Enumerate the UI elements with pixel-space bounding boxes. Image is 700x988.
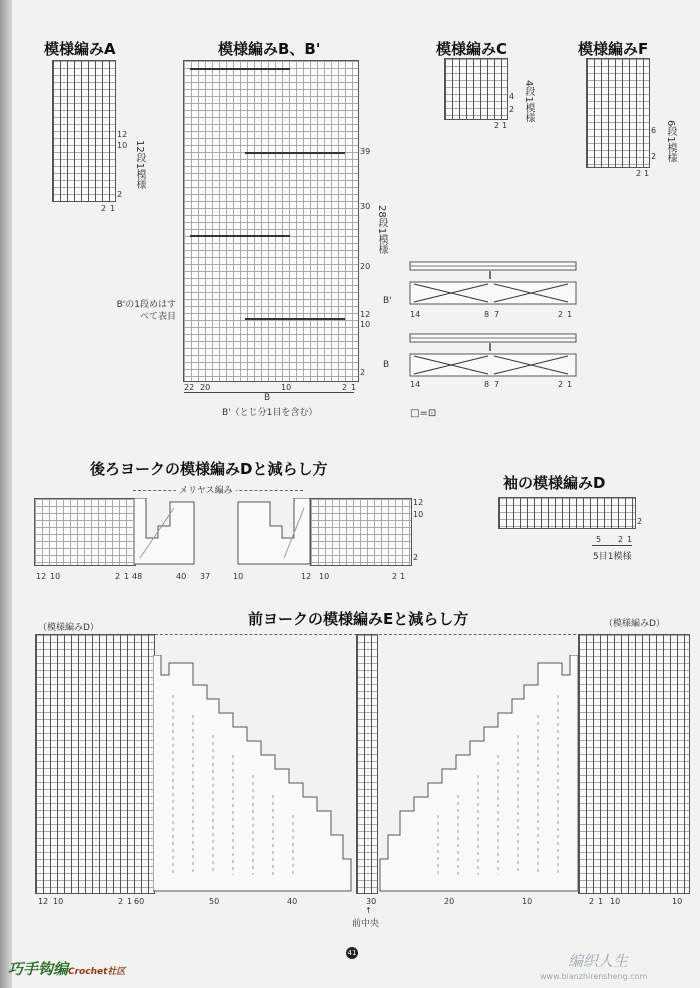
chart-a-stitch-2: 2: [101, 204, 107, 213]
back-yoke-stitch-12b: 12: [301, 572, 312, 581]
sleeve-row-2: 2: [637, 517, 643, 526]
chart-b-row-39: 39: [360, 147, 371, 156]
chart-a-stitch-1: 1: [110, 204, 116, 213]
cable-equals-1: ‖: [488, 270, 492, 279]
chart-f-row-2: 2: [651, 152, 657, 161]
chart-f-stitch-1: 1: [644, 169, 650, 178]
cable-2-stitch-7: 7: [494, 380, 500, 389]
chart-a-row-2: 2: [117, 190, 123, 199]
front-yoke-stitch-1a: 1: [127, 897, 133, 906]
chart-b-stitch-10: 10: [281, 383, 292, 392]
chart-b-repeat: 28段1模様: [376, 205, 387, 255]
chart-b-grid: [183, 60, 359, 382]
back-yoke-decrease: [134, 498, 310, 565]
front-yoke-stitch-10c: 10: [610, 897, 621, 906]
front-center-label: 前中央: [352, 919, 380, 929]
chart-b-span-b: B: [264, 393, 271, 403]
cable-equals-2: ‖: [488, 342, 492, 351]
back-yoke-stitch-37: 37: [200, 572, 211, 581]
cable-1-stitch-8: 8: [484, 310, 490, 319]
chart-c-row-4: 4: [509, 92, 515, 101]
sleeve-title: 袖の模様編みD: [503, 474, 606, 492]
chart-f-title: 模様編みF: [578, 40, 649, 58]
front-yoke-stitch-60: 60: [134, 897, 145, 906]
front-yoke-stitch-2a: 2: [118, 897, 124, 906]
sleeve-repeat-line: [592, 545, 632, 546]
chart-b-label-b-prime: B': [383, 296, 392, 306]
chart-b-row-2: 2: [360, 368, 366, 377]
front-yoke-left-rib: [35, 634, 155, 894]
chart-c-repeat: 4段1模様: [523, 80, 534, 123]
chart-c-row-2: 2: [509, 105, 515, 114]
back-yoke-row-12: 12: [413, 498, 424, 507]
sleeve-stitch-1: 1: [627, 535, 633, 544]
cable-2-stitch-2: 2: [558, 380, 564, 389]
sleeve-stitch-2: 2: [618, 535, 624, 544]
front-yoke-stitch-12: 12: [38, 897, 49, 906]
chart-a-grid: [52, 60, 116, 202]
sleeve-grid: [498, 497, 636, 529]
cable-1-stitch-7: 7: [494, 310, 500, 319]
chart-a-title: 模様編みA: [44, 40, 116, 58]
page-number: 41: [347, 949, 357, 957]
front-yoke-stitch-20: 20: [444, 897, 455, 906]
sleeve-repeat: 5目1模様: [593, 552, 632, 562]
front-yoke-stitch-40: 40: [287, 897, 298, 906]
front-yoke-stitch-2b: 2: [589, 897, 595, 906]
chart-b-label-b: B: [383, 360, 390, 370]
chart-b-row-10: 10: [360, 320, 371, 329]
front-yoke-center: [356, 634, 378, 894]
chart-a-repeat: 12段1模様: [134, 140, 145, 190]
cable-1-stitch-1: 1: [567, 310, 573, 319]
front-yoke-stitch-50: 50: [209, 897, 220, 906]
chart-b-cable-1: [190, 68, 290, 70]
chart-f-stitch-2: 2: [636, 169, 642, 178]
back-yoke-stitch-12a: 12: [36, 572, 47, 581]
chart-b-row-30: 30: [360, 202, 371, 211]
back-yoke-stitch-10a: 10: [50, 572, 61, 581]
back-yoke-stitch-10b: 10: [233, 572, 244, 581]
chart-a-row-10: 10: [117, 141, 128, 150]
chart-c-stitch-2: 2: [494, 121, 500, 130]
front-yoke-right-rib: [578, 634, 690, 894]
back-yoke-stitch-10c: 10: [319, 572, 330, 581]
back-yoke-stitch-40: 40: [176, 572, 187, 581]
back-yoke-grid-left: [34, 498, 136, 566]
brand-right-logo: 编织人生: [568, 952, 629, 970]
back-yoke-stitch-1b: 1: [400, 572, 406, 581]
front-center-arrow: ↑: [365, 906, 372, 915]
chart-b-title: 模様編みB、B': [218, 40, 321, 58]
chart-c-grid: [444, 58, 508, 120]
front-yoke-stitch-30: 30: [366, 897, 377, 906]
chart-b-cable-3: [190, 235, 290, 237]
chart-b-cable-4: [245, 318, 345, 320]
brand-url: www.bianzhirensheng.com: [540, 972, 648, 981]
front-yoke-right-label: （模様編みD）: [604, 619, 665, 629]
front-yoke-title: 前ヨークの模様編みEと減らし方: [248, 610, 469, 628]
chart-f-repeat: 6段1模様: [665, 120, 676, 163]
cable-2-stitch-8: 8: [484, 380, 490, 389]
back-yoke-stitch-48: 48: [132, 572, 143, 581]
back-yoke-row-10: 10: [413, 510, 424, 519]
chart-b-stitch-22: 22: [184, 383, 195, 392]
cable-1-stitch-2: 2: [558, 310, 564, 319]
chart-a-row-12: 12: [117, 130, 128, 139]
cable-charts: [408, 258, 578, 388]
chart-b-note: B'の1段めはすべて表目: [116, 300, 176, 322]
chart-b-row-20: 20: [360, 262, 371, 271]
back-yoke-row-2: 2: [413, 553, 419, 562]
cable-legend: □=⊡: [410, 408, 437, 419]
back-yoke-stitch-2b: 2: [392, 572, 398, 581]
chart-b-stitch-2: 2: [342, 383, 348, 392]
cable-2-stitch-1: 1: [567, 380, 573, 389]
front-yoke-left-decrease: [153, 655, 353, 892]
sleeve-stitch-5: 5: [596, 535, 602, 544]
back-yoke-bracket-label: メリヤス編み: [176, 483, 236, 496]
page-gutter: [0, 0, 12, 988]
brand-left-sub: Crochet社区: [68, 967, 126, 977]
back-yoke-title: 後ろヨークの模様編みDと減らし方: [90, 460, 328, 478]
front-yoke-stitch-10b: 10: [522, 897, 533, 906]
chart-c-stitch-1: 1: [502, 121, 508, 130]
front-yoke-stitch-10a: 10: [53, 897, 64, 906]
cable-1-stitch-14: 14: [410, 310, 421, 319]
back-yoke-stitch-1a: 1: [124, 572, 130, 581]
chart-f-grid: [586, 58, 650, 168]
brand-left-logo: [8, 958, 125, 979]
cable-2-stitch-14: 14: [410, 380, 421, 389]
chart-b-stitch-20: 20: [200, 383, 211, 392]
front-yoke-left-label: （模様編みD）: [38, 623, 99, 633]
chart-f-row-6: 6: [651, 126, 657, 135]
chart-b-span-b-prime: B'（とじ分1目を含む）: [222, 408, 318, 418]
chart-b-cable-2: [245, 152, 345, 154]
chart-c-title: 模様編みC: [436, 40, 508, 58]
chart-b-stitch-1: 1: [351, 383, 357, 392]
brand-left-name: 巧手钩编: [8, 960, 69, 978]
front-yoke-stitch-1b: 1: [598, 897, 604, 906]
front-yoke-stitch-10d: 10: [672, 897, 683, 906]
front-yoke-right-decrease: [378, 655, 578, 892]
back-yoke-grid-right: [310, 498, 412, 566]
back-yoke-stitch-2a: 2: [115, 572, 121, 581]
chart-b-row-12: 12: [360, 310, 371, 319]
